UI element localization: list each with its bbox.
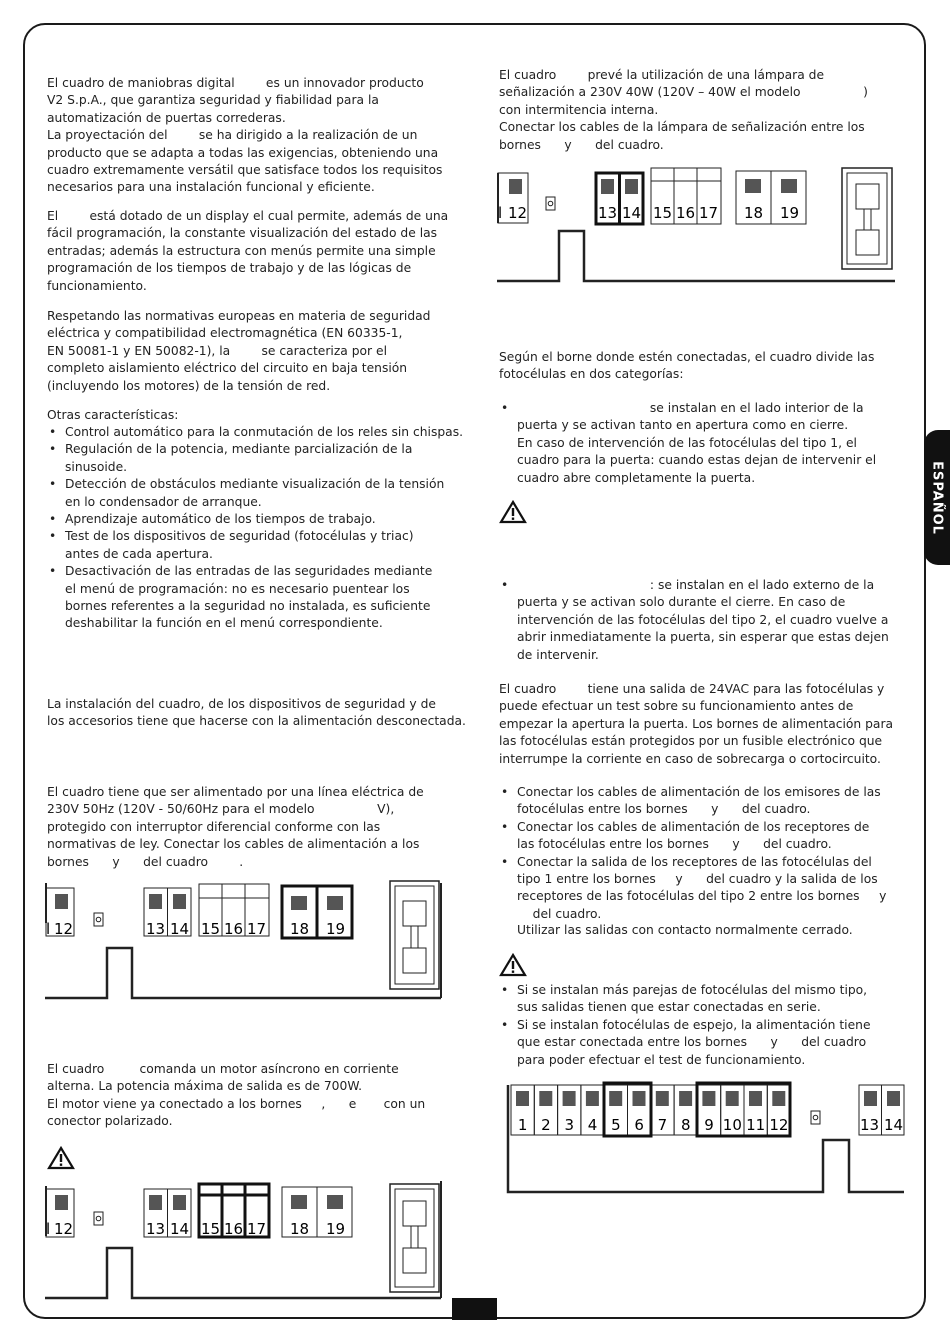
terminal-label-15: 15 <box>201 920 221 938</box>
text-line: el menú de programación: no es necesario puentear los <box>65 581 410 596</box>
text-line: Según el borne donde estén conectadas, el cuadro divide las <box>499 350 875 364</box>
text-line: conector polarizado. <box>47 1114 173 1129</box>
text-line: El cuadro comanda un motor asíncrono en corriente <box>47 1062 399 1076</box>
terminal-screw <box>516 1091 529 1106</box>
terminal-label-13: 13 <box>146 1220 166 1238</box>
text-line: fácil programación, la constante visualización del estado de las <box>47 226 438 241</box>
text-line: las fotocélulas entre los bornes y del cuadro. <box>517 837 832 852</box>
text-line: Conectar los cables de la lámpara de señalización entre los <box>499 120 865 135</box>
text-line: que estar conectada entre los bornes y del cuadro <box>517 1035 867 1050</box>
terminal-screw <box>702 1091 715 1106</box>
terminal-label-13: 13 <box>598 204 618 222</box>
display-paragraph <box>47 208 457 295</box>
text-line: • Si se instalan más parejas de fotocélulas del mismo tipo, <box>517 983 868 997</box>
text-line: sus salidas tienen que estar conectadas en serie. <box>517 1000 821 1015</box>
text-line: El cuadro de maniobras digital es un innovador producto <box>47 76 424 90</box>
text-line: • Conectar la salida de los receptores de las fotocélulas del <box>517 854 872 869</box>
other-features-title: Otras características: <box>47 408 179 422</box>
text-line: de intervenir. <box>517 647 599 662</box>
terminal-label-14: 14 <box>884 1116 904 1134</box>
text-line: para poder efectuar el test de funcionamiento. <box>517 1052 806 1067</box>
terminal-label-4: 4 <box>587 1116 598 1134</box>
photocell-steps-note: Utilizar las salidas con contacto normalmente cerrado. <box>517 923 853 937</box>
text-line: completo aislamiento eléctrico del circuito en baja tensión <box>47 361 408 376</box>
text-line: bornes referentes a la seguridad no instalada, es suficiente <box>65 599 431 614</box>
list-item <box>499 1017 894 1069</box>
terminal-label-14: 14 <box>170 1220 190 1238</box>
terminal-label-17: 17 <box>247 1220 267 1238</box>
text-line: • Regulación de la potencia, mediante parcialización de la <box>65 442 413 457</box>
photocell-type2-item <box>499 577 894 664</box>
text-line: bornes y del cuadro. <box>499 137 664 152</box>
list-item <box>499 819 894 854</box>
terminal-screw <box>586 1091 599 1106</box>
text-line: tipo 1 entre los bornes y del cuadro y la salida de los <box>517 872 878 887</box>
terminal-label-2: 2 <box>541 1116 551 1134</box>
terminal-label-1: 1 <box>517 1116 528 1134</box>
text-line: necesarios para una instalación funcional y eficiente. <box>47 180 375 195</box>
text-line: El cuadro tiene que ser alimentado por una línea eléctrica de <box>47 785 424 799</box>
text-line: los accesorios tiene que hacerse con la alimentación desconectada. <box>47 714 466 729</box>
text-line: empezar la apertura la puerta. Los bornes de alimentación para <box>499 716 894 731</box>
photocell-notes-list <box>499 982 894 1069</box>
text-line: programación de los tiempos de trabajo y de las lógicas de <box>47 261 412 276</box>
photocell-type1-list <box>499 400 894 487</box>
list-item <box>47 563 467 633</box>
text-line: deshabilitar la función en el menú correspondiente. <box>65 616 383 631</box>
terminal-label-8: 8 <box>680 1116 691 1134</box>
text-line: • Aprendizaje automático de los tiempos de trabajo. <box>65 512 376 527</box>
page-number-tab <box>452 1298 497 1320</box>
list-item <box>47 511 467 528</box>
text-line: La instalación del cuadro, de los dispositivos de seguridad y de <box>47 697 436 711</box>
text-line: protegido con interruptor diferencial conforme con las <box>47 819 381 834</box>
text-line: fotocélulas entre los bornes y del cuadro. <box>517 802 811 817</box>
terminal-label-13: 13 <box>146 920 166 938</box>
terminal-label-partial: l <box>46 1220 51 1238</box>
terminal-label-partial: l <box>498 204 503 222</box>
terminal-screw <box>679 1091 692 1106</box>
text-line: puerta y se activan solo durante el cierre. En caso de <box>517 595 846 610</box>
text-line: • se instalan en el lado interior de la <box>517 401 864 415</box>
install-paragraph <box>47 696 467 731</box>
text-line: La proyectación del se ha dirigido a la realización de un <box>47 128 418 143</box>
text-line: EN 50081-1 y EN 50082-1), la se caracteriza por el <box>47 343 388 358</box>
terminal-label-18: 18 <box>290 1220 310 1238</box>
text-line: • : se instalan en el lado externo de la <box>517 578 875 592</box>
photocell-terminal-diagram <box>506 1080 906 1202</box>
warning-icon <box>47 1146 75 1174</box>
terminal-label-12: 12 <box>54 920 74 938</box>
terminal-screw <box>539 1091 552 1106</box>
terminal-label-15: 15 <box>653 204 673 222</box>
text-line: fotocélulas en dos categorías: <box>499 367 684 382</box>
list-item <box>499 982 894 1017</box>
list-item <box>47 528 467 563</box>
text-line: sinusoide. <box>65 459 128 474</box>
terminal-label-10: 10 <box>722 1116 742 1134</box>
terminal-screw <box>609 1091 622 1106</box>
photocell-type1-item <box>499 400 894 487</box>
intro-paragraph <box>47 75 457 197</box>
terminal-label-5: 5 <box>611 1116 621 1134</box>
terminal-label-17: 17 <box>699 204 719 222</box>
text-line: cuadro abre completamente la puerta. <box>517 470 756 485</box>
list-item <box>47 424 467 441</box>
list-item <box>47 476 467 511</box>
terminal-screw <box>749 1091 762 1106</box>
motor-paragraph <box>47 1061 457 1131</box>
terminal-label-16: 16 <box>676 204 696 222</box>
language-tab[interactable] <box>924 430 950 565</box>
text-line: bornes y del cuadro . <box>47 854 244 869</box>
text-line: interrumpe la corriente en caso de sobrecarga o cortocircuito. <box>499 751 881 766</box>
text-line: • Conectar los cables de alimentación de los emisores de las <box>517 785 881 799</box>
text-line: El cuadro prevé la utilización de una lámpara de <box>499 68 825 82</box>
terminal-screw <box>633 1091 646 1106</box>
terminal-label-19: 19 <box>780 204 800 222</box>
text-line: El motor viene ya conectado a los bornes , e con un <box>47 1096 426 1111</box>
text-line: entradas; además la estructura con menús permite una simple <box>47 243 436 258</box>
text-line: El cuadro tiene una salida de 24VAC para las fotocélulas y <box>499 682 885 696</box>
language-tab-label: ESPAÑOL <box>929 460 945 535</box>
terminal-screw <box>726 1091 739 1106</box>
features-list <box>47 424 467 633</box>
terminal-label-6: 6 <box>634 1116 644 1134</box>
photocell-type2-list <box>499 577 894 664</box>
text-line: En caso de intervención de las fotocélulas del tipo 1, el <box>517 435 857 450</box>
list-item <box>47 441 467 476</box>
text-line: puede efectuar un test sobre su funcionamiento antes de <box>499 699 854 714</box>
terminal-label-12: 12 <box>769 1116 789 1134</box>
text-line: V2 S.p.A., que garantiza seguridad y fiabilidad para la <box>47 93 379 108</box>
list-item <box>499 854 894 924</box>
text-line: normativas de ley. Conectar los cables de alimentación a los <box>47 837 420 852</box>
text-line: • Si se instalan fotocélulas de espejo, la alimentación tiene <box>517 1017 871 1032</box>
terminal-label-12: 12 <box>54 1220 74 1238</box>
terminal-label-18: 18 <box>290 920 310 938</box>
text-line: las fotocélulas están protegidos por un fusible electrónico que <box>499 734 883 749</box>
text-line: cuadro para la puerta: cuando estas dejan de intervenir el <box>517 453 877 468</box>
terminal-label-11: 11 <box>746 1116 766 1134</box>
warning-icon <box>499 953 527 981</box>
text-line: • Conectar los cables de alimentación de los receptores de <box>517 819 870 834</box>
terminal-label-3: 3 <box>564 1116 575 1134</box>
text-line: • Control automático para la conmutación de los reles sin chispas. <box>65 425 464 439</box>
terminal-label-13: 13 <box>860 1116 880 1134</box>
text-line: automatización de puertas correderas. <box>47 110 286 125</box>
terminal-screw <box>656 1091 669 1106</box>
photocell-steps-list <box>499 784 894 923</box>
text-line: (incluyendo los motores) de la tensión de red. <box>47 378 331 393</box>
terminal-label-15: 15 <box>201 1220 221 1238</box>
power-terminal-diagram <box>45 878 450 1007</box>
text-line: puerta y se activan tanto en apertura como en cierre. <box>517 418 849 433</box>
text-line: • Test de los dispositivos de seguridad (fotocélulas y triac) <box>65 529 414 544</box>
text-line: receptores de las fotocélulas del tipo 2 entre los bornes y <box>517 889 887 904</box>
terminal-screw <box>772 1091 785 1106</box>
text-line: con intermitencia interna. <box>499 102 659 117</box>
photocell-supply-paragraph <box>499 681 894 768</box>
text-line: del cuadro. <box>517 906 602 921</box>
terminal-label-19: 19 <box>326 1220 346 1238</box>
terminal-label-18: 18 <box>744 204 764 222</box>
text-line: • Desactivación de las entradas de las seguridades mediante <box>65 564 433 579</box>
terminal-label-16: 16 <box>224 1220 244 1238</box>
terminal-label-16: 16 <box>224 920 244 938</box>
text-line: intervención de las fotocélulas del tipo 2, el cuadro vuelve a <box>517 612 889 627</box>
list-item <box>499 784 894 819</box>
text-line: El está dotado de un display el cual permite, además de una <box>47 209 449 223</box>
text-line: cuadro extremamente versátil que satisface todos los requisitos <box>47 163 443 178</box>
text-line: eléctrica y compatibilidad electromagnética (EN 60335-1, <box>47 326 403 341</box>
motor-terminal-diagram <box>45 1176 450 1305</box>
warning-icon <box>499 500 527 528</box>
terminal-label-partial: l <box>46 920 51 938</box>
lamp-terminal-diagram <box>497 163 902 292</box>
text-line: señalización a 230V 40W (120V – 40W el modelo ) <box>499 85 868 100</box>
terminal-label-9: 9 <box>704 1116 714 1134</box>
text-line: • Detección de obstáculos mediante visualización de la tensión <box>65 477 445 492</box>
text-line: alterna. La potencia máxima de salida es de 700W. <box>47 1079 362 1094</box>
text-line: antes de cada apertura. <box>65 546 213 561</box>
lamp-paragraph <box>499 67 894 154</box>
text-line: producto que se adapta a todas las exigencias, obteniendo una <box>47 145 439 160</box>
photocell-intro-paragraph <box>499 349 894 384</box>
terminal-label-7: 7 <box>657 1116 668 1134</box>
norms-paragraph <box>47 308 457 395</box>
terminal-label-19: 19 <box>326 920 346 938</box>
terminal-label-17: 17 <box>247 920 267 938</box>
text-line: 230V 50Hz (120V - 50/60Hz para el modelo V), <box>47 802 395 817</box>
terminal-label-14: 14 <box>170 920 190 938</box>
text-line: abrir inmediatamente la puerta, sin esperar que estas dejen <box>517 630 889 645</box>
power-paragraph <box>47 784 457 871</box>
text-line: en lo condensador de arranque. <box>65 494 262 509</box>
terminal-label-14: 14 <box>622 204 642 222</box>
terminal-screw <box>563 1091 576 1106</box>
text-line: Respetando las normativas europeas en materia de seguridad <box>47 309 431 323</box>
text-line: funcionamiento. <box>47 278 147 293</box>
terminal-label-12: 12 <box>508 204 528 222</box>
